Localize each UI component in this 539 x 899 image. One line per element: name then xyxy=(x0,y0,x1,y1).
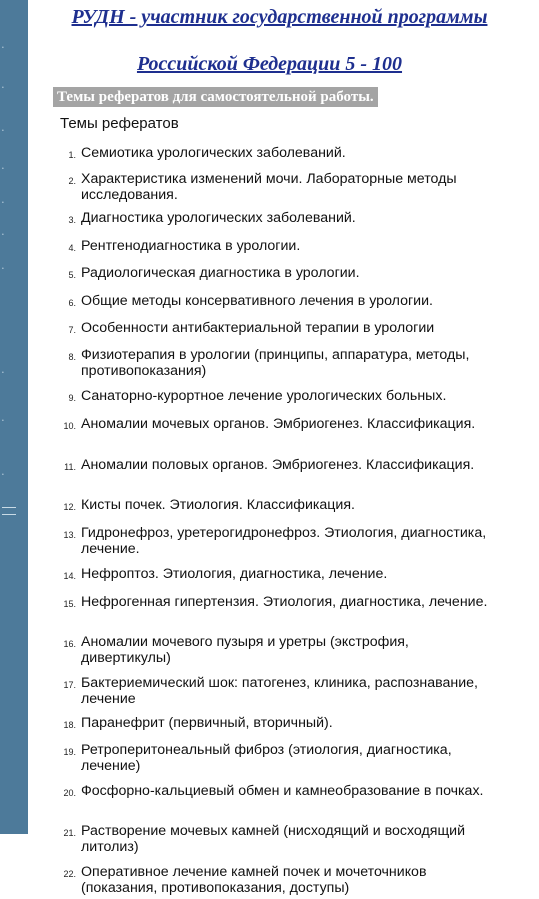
sidebar-mark: • xyxy=(2,266,4,272)
sidebar-mark: • xyxy=(2,232,4,238)
item-number: 13. xyxy=(63,530,76,540)
item-number: 4. xyxy=(68,243,76,253)
item-text: Ретроперитонеальный фиброз (этиология, диагностика, лечение) xyxy=(81,742,452,774)
item-number: 22. xyxy=(63,869,76,879)
sidebar-panel xyxy=(0,0,28,834)
sidebar-mark: • xyxy=(2,128,4,134)
item-number: 3. xyxy=(68,215,76,225)
page-title-line1[interactable]: РУДН - участник государственной программы xyxy=(71,6,488,28)
item-text: Диагностика урологических заболеваний. xyxy=(81,210,356,226)
item-text: Санаторно-курортное лечение урологических больных. xyxy=(81,388,447,404)
sidebar-mark: • xyxy=(2,370,4,376)
item-text: Нефроптоз. Этиология, диагностика, лечение. xyxy=(81,566,388,582)
item-number: 17. xyxy=(63,680,76,690)
item-text: Гидронефроз, уретерогидронефроз. Этиология, диагностика, лечение. xyxy=(81,525,487,557)
item-text: Семиотика урологических заболеваний. xyxy=(81,145,346,161)
item-text: Общие методы консервативного лечения в урологии. xyxy=(81,293,433,309)
item-number: 10. xyxy=(63,421,76,431)
item-number: 2. xyxy=(68,176,76,186)
item-text: Рентгенодиагностика в урологии. xyxy=(81,238,301,254)
item-number: 1. xyxy=(68,150,76,160)
item-number: 19. xyxy=(63,747,76,757)
item-text: Нефрогенная гипертензия. Этиология, диагностика, лечение. xyxy=(81,594,488,610)
item-text: Оперативное лечение камней почек и мочеточников (показания, противопоказания, доступы) xyxy=(81,864,427,896)
section-subtitle: Темы рефератов xyxy=(60,115,179,132)
item-text: Фосфорно-кальциевый обмен и камнеобразование в почках. xyxy=(81,783,484,799)
page-title-line2[interactable]: Российской Федерации 5 - 100 xyxy=(136,53,403,75)
menu-icon[interactable] xyxy=(2,507,16,515)
item-text: Растворение мочевых камней (нисходящий и восходящий литолиз) xyxy=(81,823,465,855)
item-text: Характеристика изменений мочи. Лабораторные методы исследования. xyxy=(81,171,457,203)
sidebar-mark: • xyxy=(2,166,4,172)
item-number: 11. xyxy=(64,462,76,472)
item-text: Кисты почек. Этиология. Классификация. xyxy=(81,497,355,513)
item-text: Радиологическая диагностика в урологии. xyxy=(81,265,360,281)
item-number: 16. xyxy=(63,639,76,649)
item-number: 20. xyxy=(63,788,76,798)
item-text: Аномалии половых органов. Эмбриогенез. Классификация. xyxy=(81,457,475,473)
item-text: Паранефрит (первичный, вторичный). xyxy=(81,715,333,731)
item-text: Аномалии мочевых органов. Эмбриогенез. Классификация. xyxy=(81,416,476,432)
sidebar-mark: • xyxy=(2,200,4,206)
section-banner: Темы рефератов для самостоятельной работы. xyxy=(53,87,378,107)
item-number: 14. xyxy=(63,571,76,581)
item-number: 15. xyxy=(63,599,76,609)
sidebar-mark: • xyxy=(2,418,4,424)
item-number: 5. xyxy=(68,270,76,280)
item-number: 9. xyxy=(68,393,76,403)
sidebar-mark: • xyxy=(2,85,4,91)
sidebar-mark: • xyxy=(2,472,4,478)
item-text: Аномалии мочевого пузыря и уретры (экстрофия, дивертикулы) xyxy=(81,634,409,666)
sidebar-mark: • xyxy=(2,45,4,51)
item-text: Бактериемический шок: патогенез, клиника, распознавание, лечение xyxy=(81,675,478,707)
item-number: 8. xyxy=(68,352,76,362)
item-text: Физиотерапия в урологии (принципы, аппаратура, методы, противопоказания) xyxy=(81,347,470,379)
item-number: 6. xyxy=(68,298,76,308)
item-number: 21. xyxy=(63,828,76,838)
item-number: 7. xyxy=(68,325,76,335)
item-number: 12. xyxy=(63,502,76,512)
item-number: 18. xyxy=(63,720,76,730)
item-text: Особенности антибактериальной терапии в урологии xyxy=(81,320,435,336)
